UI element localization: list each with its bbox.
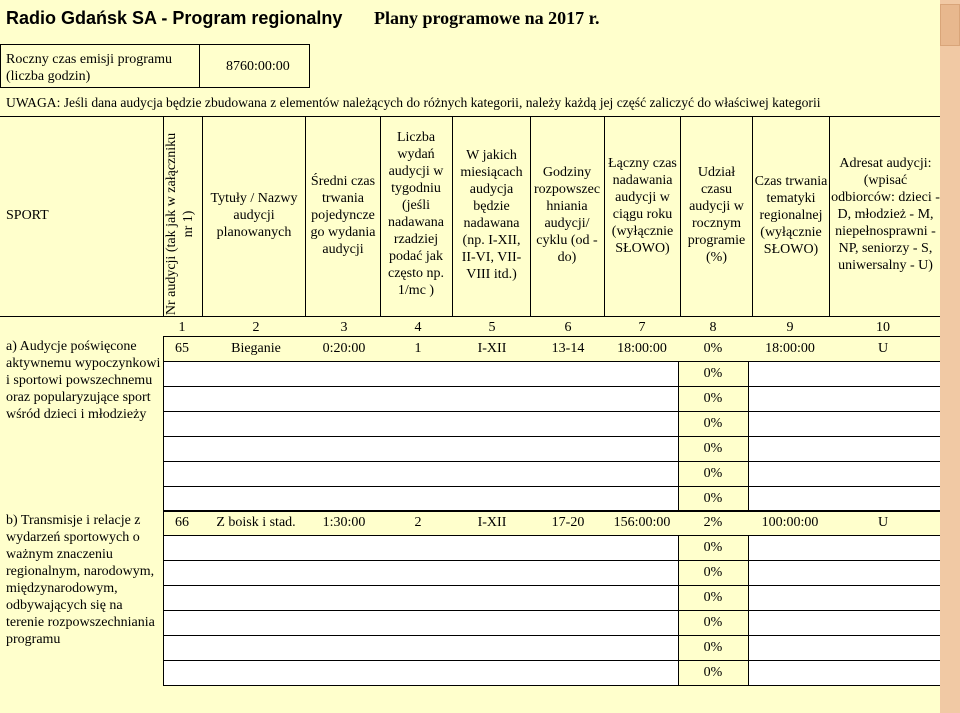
column-number: 1 — [178, 320, 186, 335]
empty-cell-block[interactable] — [164, 586, 678, 610]
table-top-border — [0, 116, 940, 117]
cell-dur[interactable]: 1:30:00 — [322, 515, 366, 530]
empty-cell-block[interactable] — [749, 536, 940, 560]
column-header-frequency: Liczba wydań audycji w tygodniu (jeśli nadawana rzadziej podać jak często np. 1/mc ) — [388, 130, 444, 298]
column-number: 9 — [786, 320, 794, 335]
header-divider — [680, 116, 681, 316]
cell-share[interactable]: 0% — [703, 665, 723, 680]
cell-months[interactable]: I-XII — [477, 515, 507, 530]
row-border — [163, 510, 940, 511]
empty-cell-block[interactable] — [164, 611, 678, 635]
column-header-audience: Adresat audycji: (wpisać odbiorców: dzieci - D, młodzież - M, niepełnosprawni - NP, seniorzy - S, uniwersalny - U) — [831, 156, 940, 273]
cell-share[interactable]: 0% — [703, 640, 723, 655]
empty-cell-block[interactable] — [749, 362, 940, 386]
cell-months[interactable]: I-XII — [477, 341, 507, 356]
cell-total[interactable]: 18:00:00 — [617, 341, 667, 356]
cell-title[interactable]: Z boisk i stad. — [216, 515, 296, 530]
header-bottom-border — [0, 316, 940, 317]
empty-cell-block[interactable] — [749, 661, 940, 685]
category-b-label: b) Transmisje i relacje z wydarzeń sportowych o ważnym znaczeniu regionalnym, narodowym, międzynarodowym, odbywających się na terenie rozpowszechniania programu — [6, 513, 155, 647]
empty-cell-block[interactable] — [164, 561, 678, 585]
header-divider — [829, 116, 830, 316]
scrollbar-thumb[interactable] — [940, 4, 960, 46]
header-divider — [452, 116, 453, 316]
empty-cell-block[interactable] — [749, 611, 940, 635]
empty-cell-block[interactable] — [164, 536, 678, 560]
empty-cell-block[interactable] — [749, 487, 940, 511]
column-header-share: Udział czasu audycji w rocznym programie (%) — [687, 165, 746, 265]
column-number: 2 — [252, 320, 260, 335]
header-divider — [380, 116, 381, 316]
column-number: 7 — [638, 320, 646, 335]
empty-cell-block[interactable] — [164, 362, 678, 386]
empty-cell-block[interactable] — [749, 636, 940, 660]
category-a-label: a) Audycje poświęcone aktywnemu wypoczynkowi i sportowi powszechnemu oraz popularyzujące sport wśród dzieci i młodzieży — [6, 339, 161, 422]
cell-regional[interactable]: 100:00:00 — [761, 515, 819, 530]
annual-value: 8760:00:00 — [226, 59, 290, 74]
empty-cell-block[interactable] — [164, 437, 678, 461]
empty-cell-block[interactable] — [749, 462, 940, 486]
empty-cell-block[interactable] — [749, 412, 940, 436]
cell-total[interactable]: 156:00:00 — [613, 515, 671, 530]
header-divider — [305, 116, 306, 316]
column-number: 8 — [709, 320, 717, 335]
document-title: Radio Gdańsk SA - Program regionalny — [6, 8, 343, 28]
annual-label-line2: (liczba godzin) — [6, 69, 91, 84]
cell-share[interactable]: 0% — [703, 341, 723, 356]
section-label: SPORT — [6, 208, 49, 223]
empty-cell-block[interactable] — [749, 387, 940, 411]
empty-cell-block[interactable] — [164, 661, 678, 685]
empty-cell-block[interactable] — [164, 487, 678, 511]
cell-audience[interactable]: U — [877, 341, 889, 356]
cell-regional[interactable]: 18:00:00 — [765, 341, 815, 356]
column-number: 5 — [488, 320, 496, 335]
header-divider — [604, 116, 605, 316]
empty-cell-block[interactable] — [749, 561, 940, 585]
cell-per_week[interactable]: 1 — [414, 341, 422, 356]
cell-dur[interactable]: 0:20:00 — [322, 341, 366, 356]
cell-share[interactable]: 0% — [703, 590, 723, 605]
column-number: 6 — [564, 320, 572, 335]
cell-nr[interactable]: 65 — [175, 341, 189, 356]
empty-cell-block[interactable] — [749, 586, 940, 610]
column-header-hours: Godziny rozpowszec hniania audycji/ cyklu (od - do) — [533, 165, 601, 265]
column-number: 4 — [414, 320, 422, 335]
row-border — [163, 685, 940, 686]
cell-share[interactable]: 0% — [703, 416, 723, 431]
column-header-regional: Czas trwania tematyki regionalnej (wyłącznie SŁOWO) — [754, 174, 828, 257]
empty-cell-block[interactable] — [164, 462, 678, 486]
column-number: 10 — [876, 320, 890, 335]
empty-cell-block[interactable] — [164, 636, 678, 660]
cell-share[interactable]: 0% — [703, 466, 723, 481]
cell-nr[interactable]: 66 — [175, 515, 189, 530]
column-header-duration: Średni czas trwania pojedyncze go wydania audycji — [310, 174, 376, 257]
cell-title[interactable]: Bieganie — [231, 341, 281, 356]
empty-cell-block[interactable] — [749, 437, 940, 461]
table-left-border — [163, 336, 164, 511]
cell-share[interactable]: 0% — [703, 391, 723, 406]
annual-label-line1: Roczny czas emisji programu — [6, 52, 173, 67]
cell-share[interactable]: 0% — [703, 441, 723, 456]
row-border — [163, 336, 940, 337]
cell-share[interactable]: 0% — [703, 540, 723, 555]
notice-text: UWAGA: Jeśli dana audycja będzie zbudowana z elementów należących do różnych kategorii, należy każdą jej część zaliczyć do właściwej kategorii — [6, 95, 821, 110]
cell-hours[interactable]: 13-14 — [551, 341, 585, 356]
header-divider — [530, 116, 531, 316]
column-header-number: Nr audycji (tak jak w załączniku nr 1) — [164, 132, 196, 316]
vertical-scrollbar[interactable] — [940, 0, 960, 713]
cell-hours[interactable]: 17-20 — [551, 515, 585, 530]
empty-cell-block[interactable] — [164, 387, 678, 411]
cell-audience[interactable]: U — [877, 515, 889, 530]
plan-title: Plany programowe na 2017 r. — [374, 8, 600, 28]
column-header-months: W jakich miesiącach audycja będzie nadawana (np. I-XII, II-VI, VII-VIII itd.) — [460, 148, 523, 282]
column-header-titles: Tytuły / Nazwy audycji planowanych — [210, 191, 298, 240]
row-border — [163, 511, 940, 512]
cell-per_week[interactable]: 2 — [414, 515, 422, 530]
cell-share[interactable]: 2% — [703, 515, 723, 530]
cell-share[interactable]: 0% — [703, 491, 723, 506]
header-divider — [752, 116, 753, 316]
column-number: 3 — [340, 320, 348, 335]
table-left-border — [163, 510, 164, 685]
column-header-total: Łączny czas nadawania audycji w ciągu roku (wyłącznie SŁOWO) — [608, 156, 677, 256]
empty-cell-block[interactable] — [164, 412, 678, 436]
cell-share[interactable]: 0% — [703, 366, 723, 381]
cell-share[interactable]: 0% — [703, 615, 723, 630]
cell-share[interactable]: 0% — [703, 565, 723, 580]
header-divider — [202, 116, 203, 316]
